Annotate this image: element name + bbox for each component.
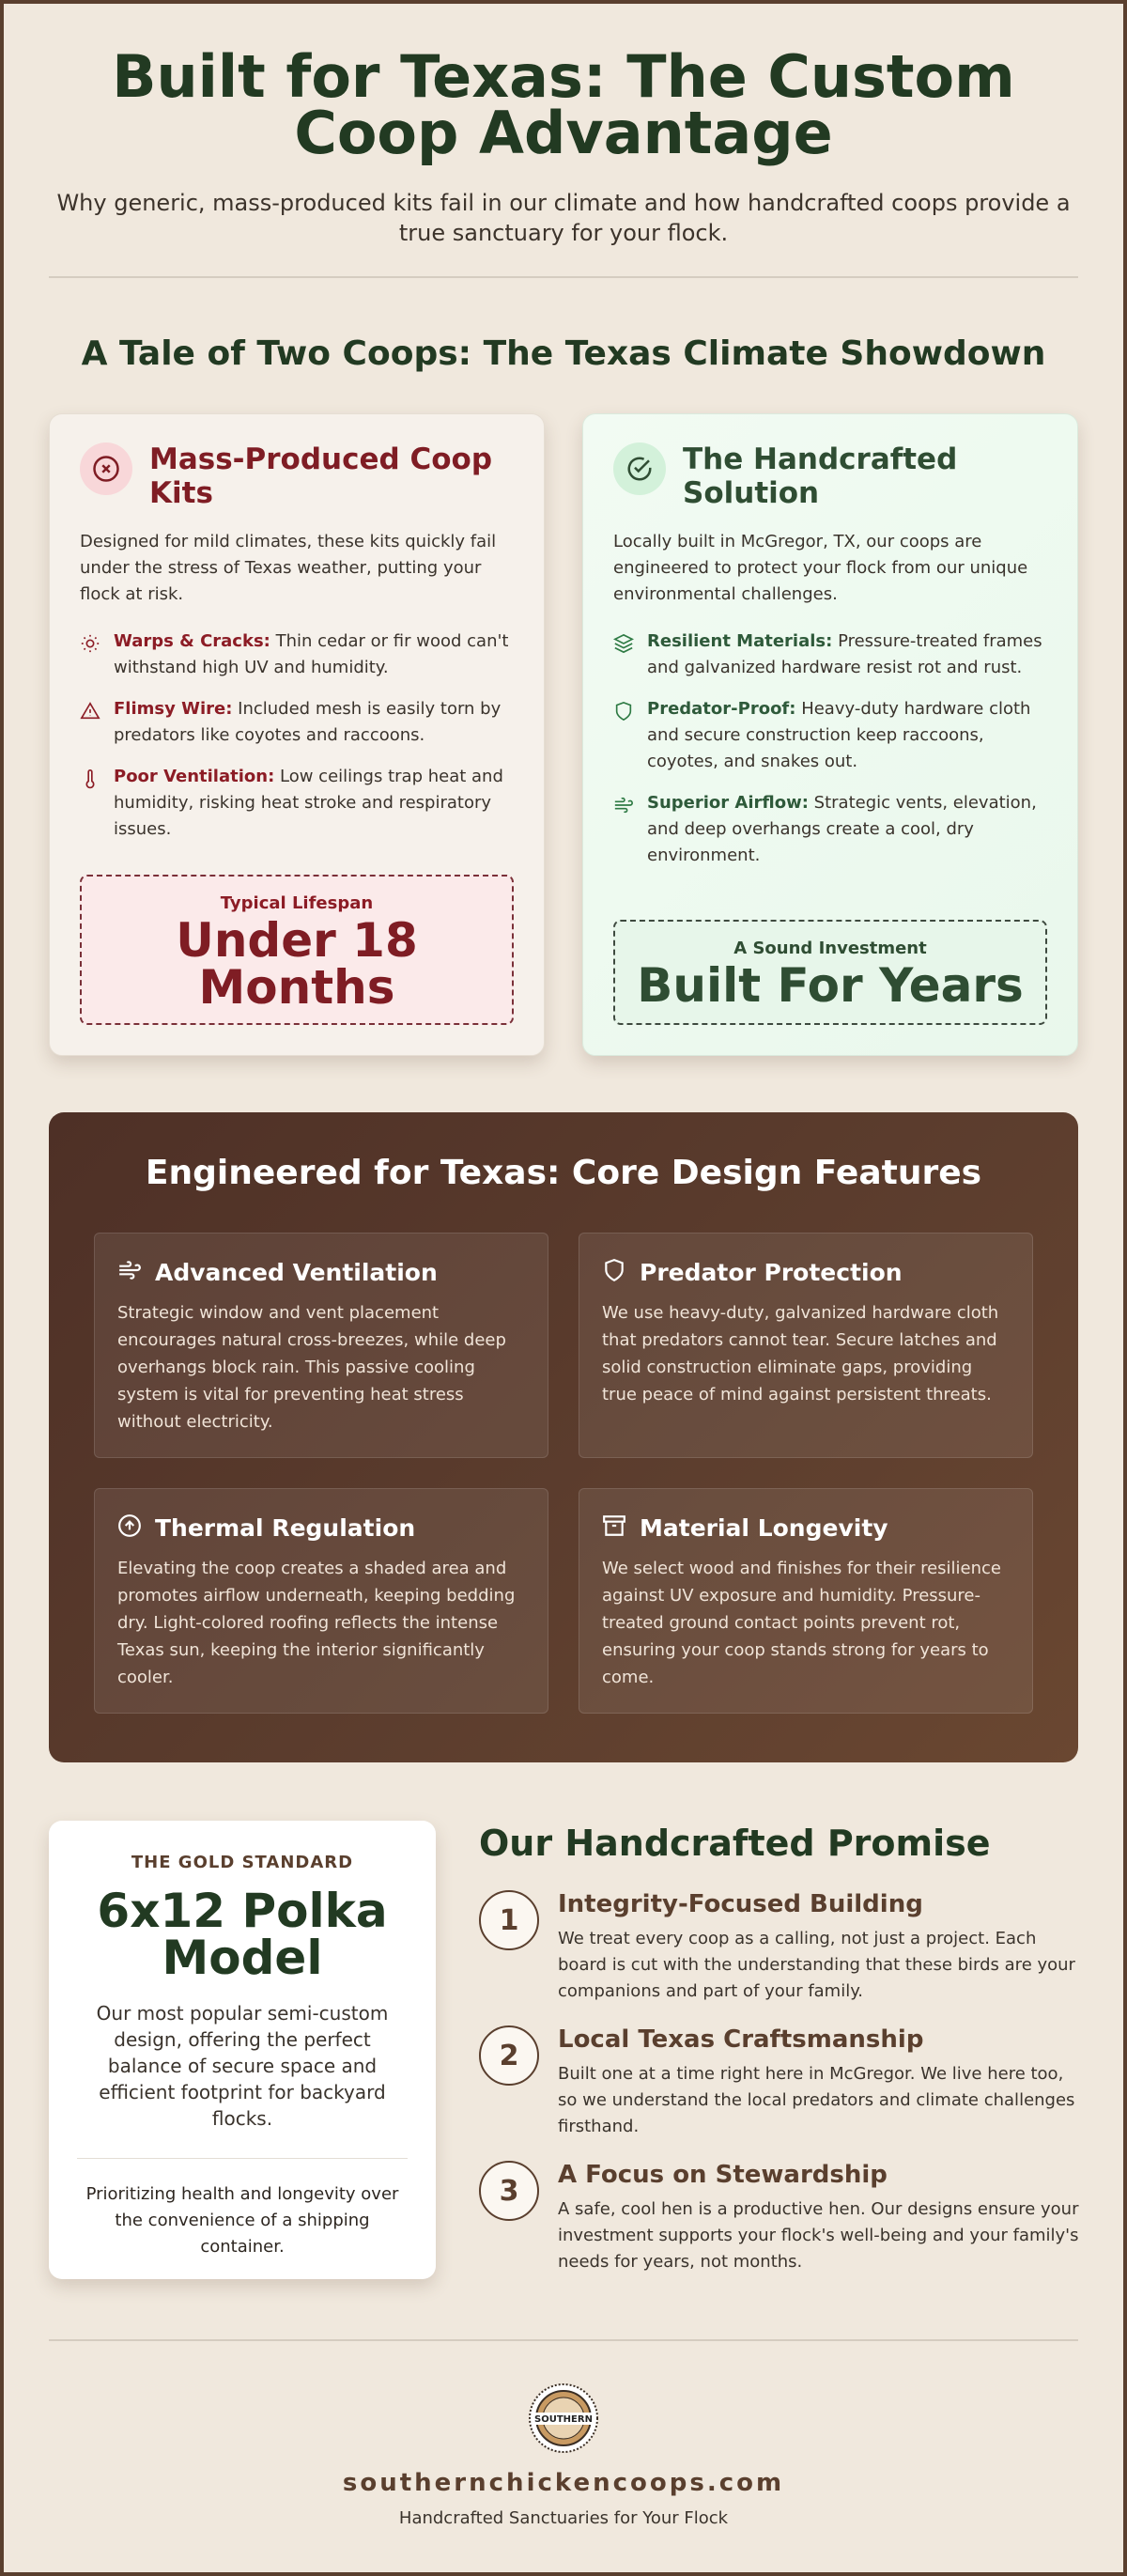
mass-produced-card (49, 413, 545, 1056)
divider (77, 2158, 408, 2159)
point-label: Resilient Materials: (647, 631, 833, 651)
feature-title: Material Longevity (640, 1513, 888, 1542)
point-text: Thin cedar or fir wood can't withstand high UV and humidity. (114, 631, 509, 677)
list-item (80, 764, 514, 843)
feature-card (579, 1233, 1033, 1458)
point-label: Predator-Proof: (647, 699, 796, 719)
check-circle-icon (613, 442, 666, 495)
list-item (613, 628, 1047, 681)
feature-text: Strategic window and vent placement encourages natural cross-breezes, while deep overhangs block rain. This passive cooling system is vital for preventing heat stress without electricity. (117, 1303, 506, 1432)
feature-card (94, 1233, 548, 1458)
lifespan-box (80, 875, 514, 1025)
infographic-page (4, 4, 1123, 2572)
handcrafted-card (582, 413, 1078, 1056)
page-subtitle: Why generic, mass-produced kits fail in our climate and how handcrafted coops provide a true sanctuary for your flock. (56, 190, 1071, 246)
lifespan-value: Under 18 Months (176, 913, 418, 1015)
list-item (613, 696, 1047, 775)
model-name: 6x12 Polka Model (97, 1884, 388, 1985)
shield-icon (613, 696, 647, 775)
feature-text: We use heavy-duty, galvanized hardware cloth that predators cannot tear. Secure latches and solid construction eliminate gaps, providing true peace of mind against persistent threats. (602, 1303, 999, 1404)
thermometer-icon (80, 764, 114, 843)
tagline: Handcrafted Sanctuaries for Your Flock (398, 2508, 729, 2528)
point-text: Included mesh is easily torn by predators like coyotes and raccoons. (114, 699, 502, 745)
point-label: Warps & Cracks: (114, 631, 270, 651)
archive-icon (602, 1513, 626, 1542)
gold-standard-card (49, 1821, 436, 2279)
wind-icon (117, 1258, 142, 1286)
promise-item (479, 1999, 1080, 2134)
shield-icon (602, 1258, 626, 1286)
feature-text: We select wood and finishes for their resilience against UV exposure and humidity. Pressure-treated ground contact points prevent rot, ensuring your coop stands strong for years to come. (602, 1559, 1001, 1687)
brand-logo[interactable] (528, 2382, 599, 2454)
promise-item (479, 2134, 1080, 2270)
feature-card (579, 1488, 1033, 1714)
card-title: The Handcrafted Solution (683, 442, 958, 510)
features-title: Engineered for Texas: Core Design Features (145, 1154, 982, 1192)
divider (49, 276, 1078, 278)
hero (4, 42, 1123, 248)
investment-label: A Sound Investment (733, 939, 927, 958)
comparison-title: A Tale of Two Coops: The Texas Climate Showdown (81, 334, 1046, 373)
wind-icon (613, 790, 647, 869)
warning-icon (80, 696, 114, 749)
gold-kicker: THE GOLD STANDARD (131, 1853, 354, 1872)
step-number: 2 (479, 2025, 539, 2086)
promise-item-text: We treat every coop as a calling, not just a project. Each board is cut with the understanding that these birds are your companions and part of your family. (558, 1929, 1075, 2001)
point-label: Flimsy Wire: (114, 699, 233, 719)
step-number: 3 (479, 2161, 539, 2221)
point-text: Heavy-duty hardware cloth and secure construction keep raccoons, coyotes, and snakes out. (647, 699, 1031, 771)
model-description: Our most popular semi-custom design, offering the perfect balance of secure space and efficient footprint for backyard flocks. (96, 2002, 389, 2130)
promise-item (479, 1864, 1080, 1999)
divider (49, 2339, 1078, 2341)
feature-card (94, 1488, 548, 1714)
promise-item-title: A Focus on Stewardship (558, 2161, 888, 2189)
point-label: Superior Airflow: (647, 793, 809, 813)
promise-title: Our Handcrafted Promise (479, 1823, 991, 1864)
card-title: Mass-Produced Coop Kits (149, 442, 493, 510)
list-item (613, 790, 1047, 869)
point-text: Low ceilings trap heat and humidity, risking heat stroke and respiratory issues. (114, 767, 503, 839)
promise-item-text: A safe, cool hen is a productive hen. Our designs ensure your investment supports your flock's well-being and your family's needs for years, not months. (558, 2199, 1079, 2272)
promise-item-title: Integrity-Focused Building (558, 1890, 923, 1918)
core-features-section (49, 1112, 1078, 1762)
promise-item-title: Local Texas Craftsmanship (558, 2025, 924, 2054)
x-circle-icon (80, 442, 132, 495)
logo-text: SOUTHERN (534, 2414, 593, 2425)
model-note: Prioritizing health and longevity over the convenience of a shipping container. (85, 2184, 399, 2257)
feature-title: Thermal Regulation (155, 1513, 416, 1542)
list-item (80, 628, 514, 681)
card-description: Designed for mild climates, these kits quickly fail under the stress of Texas weather, putting your flock at risk. (80, 532, 497, 604)
point-text: Strategic vents, elevation, and deep overhangs create a cool, dry environment. (647, 793, 1037, 865)
page-title: Built for Texas: The Custom Coop Advantage (112, 42, 1015, 167)
feature-title: Predator Protection (640, 1258, 903, 1286)
lifespan-label: Typical Lifespan (220, 893, 374, 913)
card-description: Locally built in McGregor, TX, our coops are engineered to protect your flock from our unique environmental challenges. (613, 532, 1028, 604)
promise-item-text: Built one at a time right here in McGregor. We live here too, so we understand the local predators and climate challenges firsthand. (558, 2064, 1075, 2136)
arrow-up-circle-icon (117, 1513, 142, 1542)
point-label: Poor Ventilation: (114, 767, 275, 786)
list-item (80, 696, 514, 749)
site-link[interactable]: southernchickencoops.com (342, 2469, 785, 2497)
step-number: 1 (479, 1890, 539, 1950)
feature-title: Advanced Ventilation (155, 1258, 438, 1286)
investment-box (613, 920, 1047, 1025)
point-text: Pressure-treated frames and galvanized hardware resist rot and rust. (647, 631, 1042, 677)
investment-value: Built For Years (637, 958, 1024, 1013)
feature-text: Elevating the coop creates a shaded area and promotes airflow underneath, keeping bedding dry. Light-colored roofing reflects the intense Texas sun, keeping the interior significantly cooler. (117, 1559, 516, 1687)
promise-section (479, 1823, 1080, 2270)
layers-icon (613, 628, 647, 681)
sun-icon (80, 628, 114, 681)
